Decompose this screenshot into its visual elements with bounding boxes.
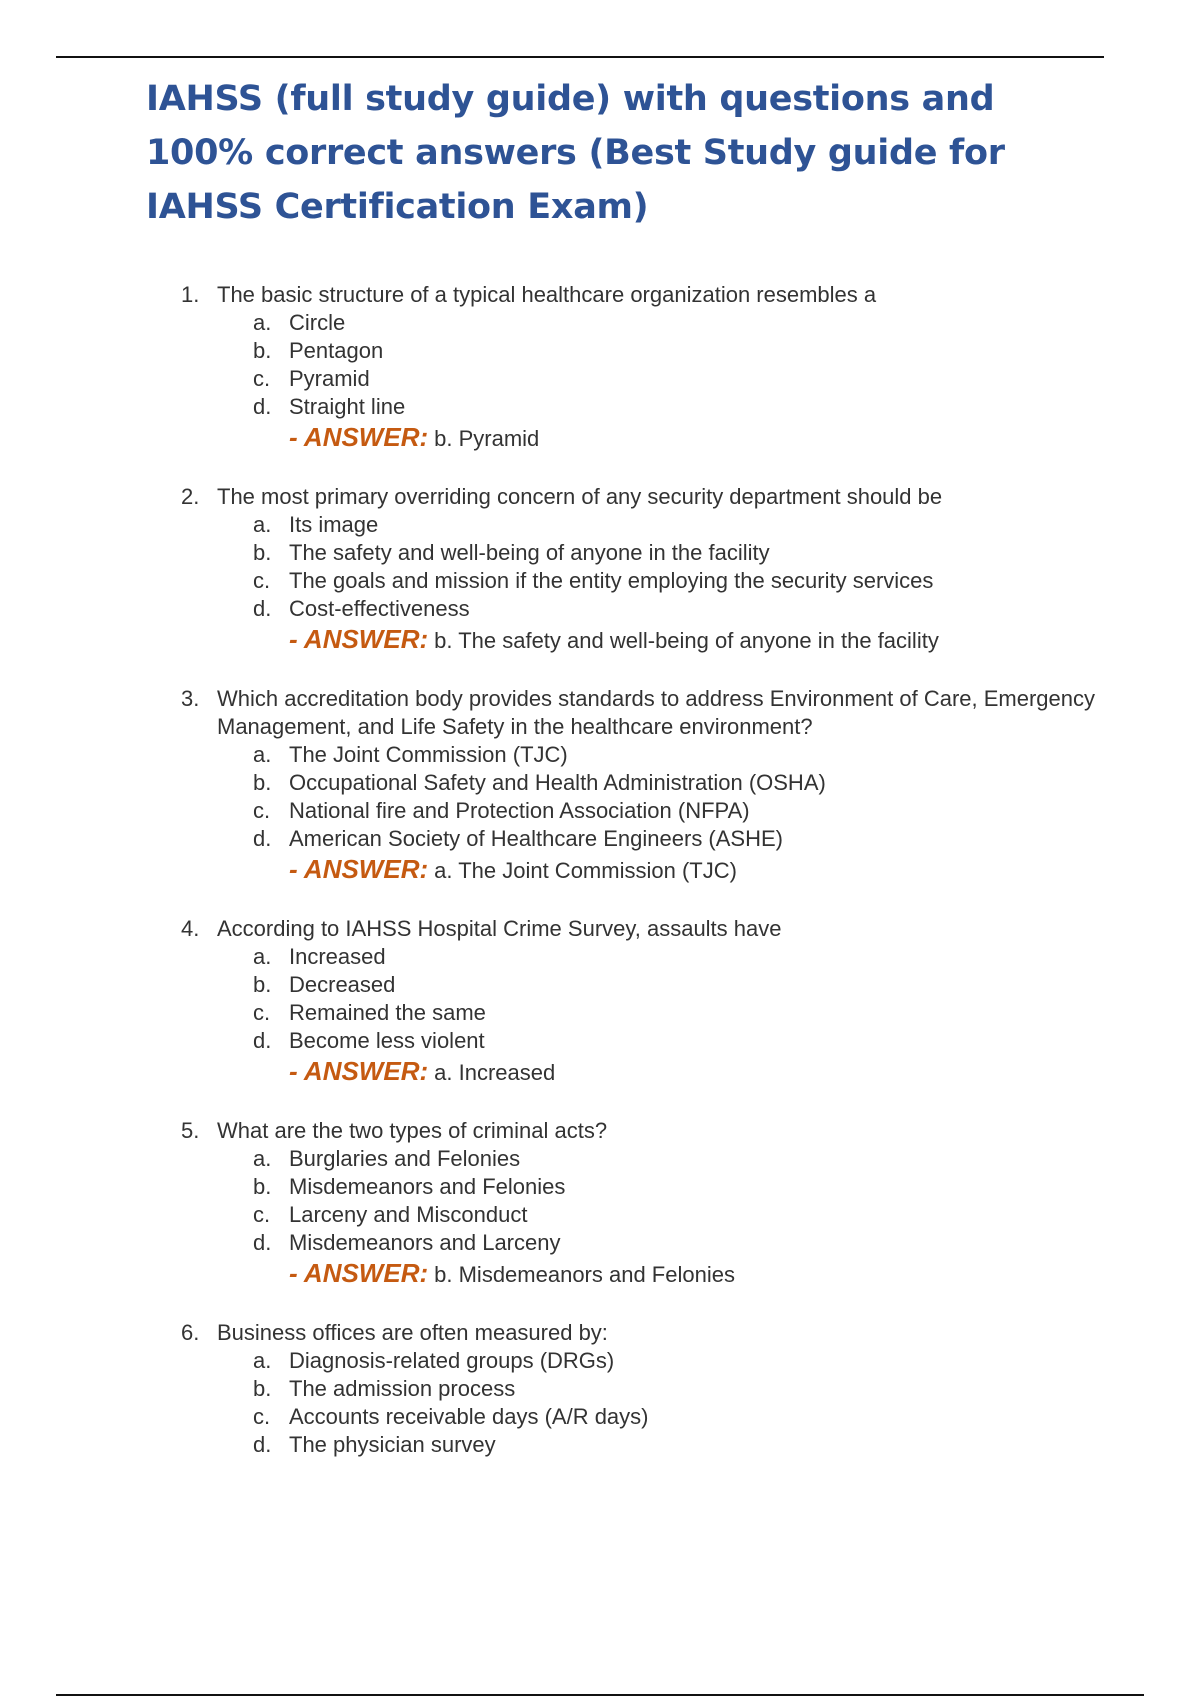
- option-item: [253, 1229, 1106, 1257]
- answer-text: b. The safety and well-being of anyone in the facility: [434, 628, 939, 653]
- question-text: Which accreditation body provides standards to address Environment of Care, Emergency Management, and Life Safety in the healthcare environment?: [217, 686, 1095, 739]
- option-text: The safety and well-being of anyone in the facility: [289, 540, 770, 565]
- question-text: Business offices are often measured by:: [217, 1320, 608, 1345]
- option-text: The goals and mission if the entity employing the security services: [289, 568, 934, 593]
- option-item: [253, 511, 1106, 539]
- answer-label: - ANSWER:: [289, 624, 429, 654]
- option-item: [253, 1145, 1106, 1173]
- option-text: National fire and Protection Association (NFPA): [289, 798, 750, 823]
- option-text: Misdemeanors and Larceny: [289, 1230, 561, 1255]
- top-rule: [56, 56, 1104, 58]
- option-list: [217, 309, 1106, 421]
- option-letter: a.: [253, 1146, 272, 1171]
- option-item: [253, 741, 1106, 769]
- option-text: Misdemeanors and Felonies: [289, 1174, 566, 1199]
- option-item: [253, 393, 1106, 421]
- option-text: Remained the same: [289, 1000, 486, 1025]
- answer-text: a. Increased: [434, 1060, 556, 1085]
- option-list: [217, 511, 1106, 623]
- question-number: 6.: [181, 1320, 200, 1345]
- option-text: Burglaries and Felonies: [289, 1146, 521, 1171]
- option-letter: a.: [253, 512, 272, 537]
- option-text: Pentagon: [289, 338, 384, 363]
- option-item: [253, 971, 1106, 999]
- option-text: Cost-effectiveness: [289, 596, 470, 621]
- option-list: [217, 1347, 1106, 1459]
- option-text: The physician survey: [289, 1432, 496, 1457]
- option-letter: a.: [253, 742, 272, 767]
- question-item: [146, 915, 1106, 1089]
- bottom-rule: [56, 1694, 1144, 1696]
- answer-text: a. The Joint Commission (TJC): [434, 858, 737, 883]
- answer-label: - ANSWER:: [289, 1258, 429, 1288]
- option-text: Pyramid: [289, 366, 370, 391]
- option-letter: b.: [253, 338, 272, 363]
- option-item: [253, 309, 1106, 337]
- option-text: Straight line: [289, 394, 406, 419]
- answer-line: [289, 1257, 1106, 1291]
- option-item: [253, 595, 1106, 623]
- question-text: According to IAHSS Hospital Crime Survey, assaults have: [217, 916, 782, 941]
- question-item: [146, 483, 1106, 657]
- option-letter: c.: [253, 1202, 271, 1227]
- option-letter: d.: [253, 596, 272, 621]
- answer-label: - ANSWER:: [289, 1056, 429, 1086]
- question-item: [146, 685, 1106, 887]
- question-number: 3.: [181, 686, 200, 711]
- option-item: [253, 769, 1106, 797]
- option-text: The admission process: [289, 1376, 516, 1401]
- option-text: American Society of Healthcare Engineers (ASHE): [289, 826, 783, 851]
- option-text: Occupational Safety and Health Administration (OSHA): [289, 770, 826, 795]
- option-item: [253, 943, 1106, 971]
- option-text: Larceny and Misconduct: [289, 1202, 528, 1227]
- option-letter: c.: [253, 1000, 271, 1025]
- option-letter: c.: [253, 366, 271, 391]
- option-text: Circle: [289, 310, 346, 335]
- option-letter: b.: [253, 1174, 272, 1199]
- option-letter: a.: [253, 944, 272, 969]
- option-letter: a.: [253, 310, 272, 335]
- option-letter: a.: [253, 1348, 272, 1373]
- option-letter: d.: [253, 1028, 272, 1053]
- option-letter: b.: [253, 770, 272, 795]
- option-item: [253, 999, 1106, 1027]
- option-text: Diagnosis-related groups (DRGs): [289, 1348, 615, 1373]
- option-text: Accounts receivable days (A/R days): [289, 1404, 649, 1429]
- answer-line: [289, 853, 1106, 887]
- option-letter: c.: [253, 1404, 271, 1429]
- question-item: [146, 281, 1106, 455]
- question-text: What are the two types of criminal acts?: [217, 1118, 608, 1143]
- question-number: 1.: [181, 282, 200, 307]
- option-item: [253, 1027, 1106, 1055]
- option-item: [253, 539, 1106, 567]
- option-item: [253, 567, 1106, 595]
- option-letter: c.: [253, 568, 271, 593]
- option-item: [253, 1375, 1106, 1403]
- option-text: The Joint Commission (TJC): [289, 742, 568, 767]
- answer-line: [289, 623, 1106, 657]
- answer-text: b. Pyramid: [434, 426, 540, 451]
- document-body: [146, 72, 1106, 1487]
- answer-label: - ANSWER:: [289, 422, 429, 452]
- question-text: The most primary overriding concern of any security department should be: [217, 484, 943, 509]
- option-item: [253, 1403, 1106, 1431]
- question-text: The basic structure of a typical healthcare organization resembles a: [217, 282, 877, 307]
- question-number: 5.: [181, 1118, 200, 1143]
- option-item: [253, 1431, 1106, 1459]
- option-letter: b.: [253, 1376, 272, 1401]
- option-text: Decreased: [289, 972, 396, 997]
- answer-label: - ANSWER:: [289, 854, 429, 884]
- question-list: [146, 281, 1106, 1459]
- answer-line: [289, 421, 1106, 455]
- option-letter: b.: [253, 540, 272, 565]
- answer-line: [289, 1055, 1106, 1089]
- option-letter: d.: [253, 826, 272, 851]
- question-number: 4.: [181, 916, 200, 941]
- document-title: IAHSS (full study guide) with questions and 100% correct answers (Best Study guide for IAHSS Certification Exam): [146, 79, 1005, 227]
- option-list: [217, 943, 1106, 1055]
- option-list: [217, 1145, 1106, 1257]
- answer-text: b. Misdemeanors and Felonies: [434, 1262, 735, 1287]
- option-list: [217, 741, 1106, 853]
- question-number: 2.: [181, 484, 200, 509]
- option-item: [253, 1201, 1106, 1229]
- option-letter: d.: [253, 1432, 272, 1457]
- option-text: Its image: [289, 512, 379, 537]
- question-item: [146, 1319, 1106, 1459]
- question-item: [146, 1117, 1106, 1291]
- option-letter: d.: [253, 1230, 272, 1255]
- option-item: [253, 337, 1106, 365]
- option-item: [253, 1347, 1106, 1375]
- option-letter: c.: [253, 798, 271, 823]
- option-text: Increased: [289, 944, 386, 969]
- option-text: Become less violent: [289, 1028, 485, 1053]
- option-letter: b.: [253, 972, 272, 997]
- option-letter: d.: [253, 394, 272, 419]
- option-item: [253, 1173, 1106, 1201]
- option-item: [253, 825, 1106, 853]
- option-item: [253, 797, 1106, 825]
- option-item: [253, 365, 1106, 393]
